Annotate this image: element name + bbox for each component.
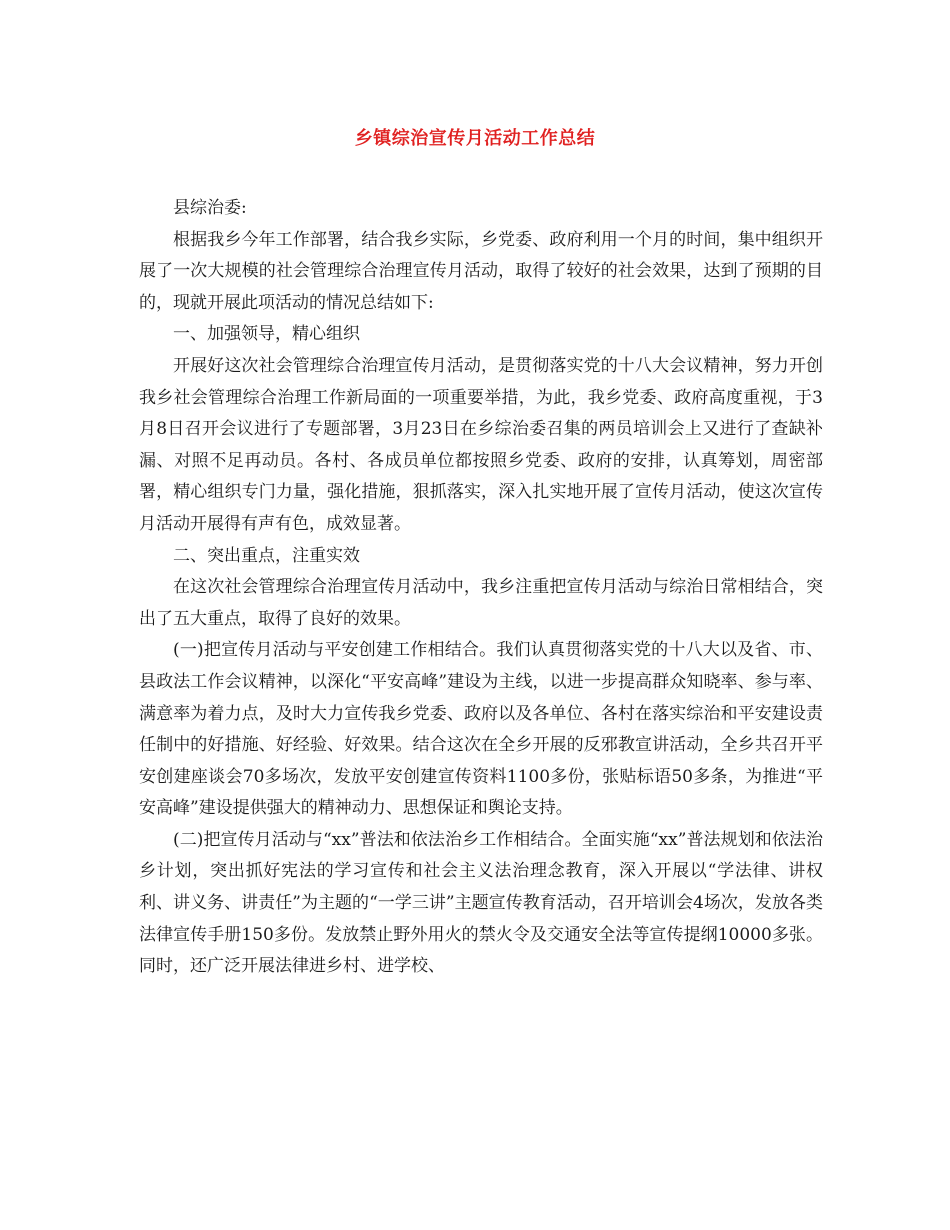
paragraph-section-2: 在这次社会管理综合治理宣传月活动中，我乡注重把宣传月活动与综治日常相结合，突出了五大重点，取得了良好的效果。: [139, 577, 823, 629]
document-title: 乡镇综治宣传月活动工作总结: [354, 128, 596, 149]
paragraph-item-2: (二)把宣传月活动与“xx”普法和依法治乡工作相结合。全面实施“xx”普法规划和依法治乡计划，突出抓好宪法的学习宣传和社会主义法治理念教育，深入开展以“学法律、讲权利、讲义务、讲责任”为主题的“一学三讲”主题宣传教育活动，召开培训会4场次，发放各类法律宣传手册150多份。发放禁止野外用火的禁火令及交通安全法等宣传提纲10000多张。同时，还广泛开展法律进乡村、进学校、: [139, 829, 823, 977]
document-body: [139, 193, 823, 983]
salutation: 县综治委:: [173, 198, 247, 218]
paragraph-section-1: 开展好这次社会管理综合治理宣传月活动，是贯彻落实党的十八大会议精神，努力开创我乡社会管理综合治理工作新局面的一项重要举措，为此，我乡党委、政府高度重视，于3月8日召开会议进行了专题部署，3月23日在乡综治委召集的两员培训会上又进行了查缺补漏、对照不足再动员。各村、各成员单位都按照乡党委、政府的安排，认真筹划，周密部署，精心组织专门力量，强化措施，狠抓落实，深入扎实地开展了宣传月活动，使这次宣传月活动开展得有声有色，成效显著。: [139, 355, 823, 534]
paragraph-intro: 根据我乡今年工作部署，结合我乡实际，乡党委、政府利用一个月的时间，集中组织开展了一次大规模的社会管理综合治理宣传月活动，取得了较好的社会效果，达到了预期的目的，现就开展此项活动的情况总结如下:: [139, 229, 823, 313]
paragraph-item-1: (一)把宣传月活动与平安创建工作相结合。我们认真贯彻落实党的十八大以及省、市、县政法工作会议精神，以深化“平安高峰”建设为主线，以进一步提高群众知晓率、参与率、满意率为着力点，及时大力宣传我乡党委、政府以及各单位、各村在落实综治和平安建设责任制中的好措施、好经验、好效果。结合这次在全乡开展的反邪教宣讲活动，全乡共召开平安创建座谈会70多场次，发放平安创建宣传资料1100多份，张贴标语50多条，为推进“平安高峰”建设提供强大的精神动力、思想保证和舆论支持。: [139, 640, 823, 819]
section-heading-1: 一、加强领导，精心组织: [173, 324, 360, 345]
section-heading-2: 二、突出重点，注重实效: [173, 545, 360, 566]
